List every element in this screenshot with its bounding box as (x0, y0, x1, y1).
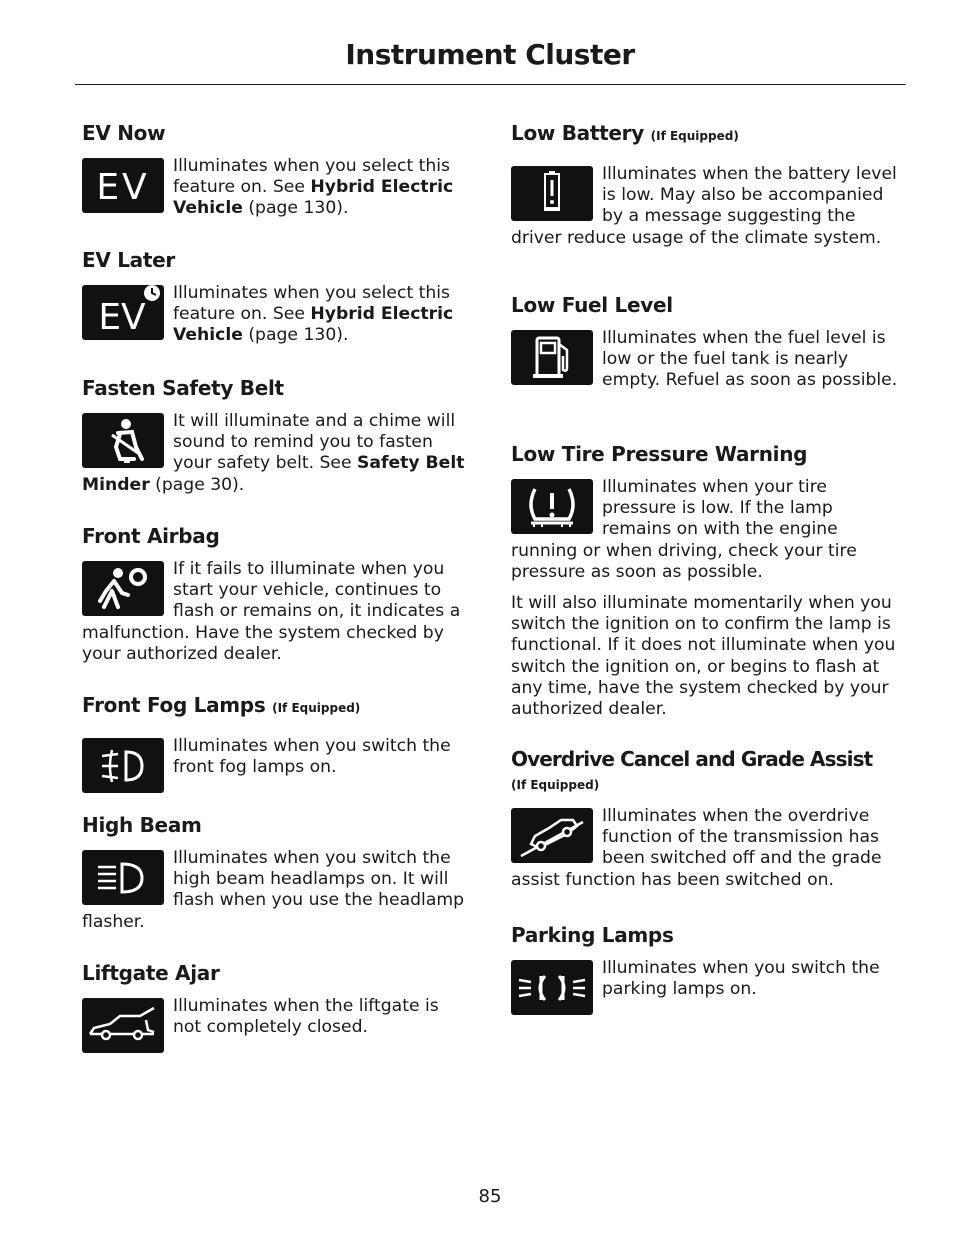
section-high-beam (82, 812, 472, 933)
seatbelt-icon (82, 413, 164, 468)
tire-pressure-icon (511, 479, 593, 534)
section-heading: Front Fog Lamps (If Equipped) (82, 693, 361, 717)
section-front-fog-lamps (82, 692, 472, 795)
section-liftgate-ajar (82, 960, 472, 1055)
section-heading: Overdrive Cancel and Grade Assist (511, 747, 873, 771)
section-heading: Front Airbag (82, 524, 220, 548)
qualifier: (If Equipped) (511, 778, 600, 792)
ev-now-icon (82, 158, 164, 213)
cross-reference-link[interactable]: Hybrid Electric Vehicle (173, 177, 454, 219)
high-beam-icon (82, 850, 164, 905)
section-low-tire-pressure (511, 441, 903, 720)
parking-lamps-icon (511, 960, 593, 1015)
section-body: Illuminates when the liftgate is not completely closed. (82, 996, 472, 1038)
section-parking-lamps (511, 922, 903, 1017)
svg-text:EV: EV (96, 167, 150, 208)
low-battery-icon (511, 166, 593, 221)
section-low-battery (511, 120, 903, 249)
title-divider (75, 84, 906, 85)
liftgate-icon (82, 998, 164, 1053)
section-body: If it fails to illuminate when you start your vehicle, continues to flash or remains on, it indicates a malfunction. Have the system checked by your authorized dealer. (82, 559, 461, 664)
fog-lamp-icon (82, 738, 164, 793)
ev-later-icon (82, 285, 164, 340)
section-body: Illuminates when you switch the parking lamps on. (511, 958, 903, 1000)
section-body: EV Illuminates when you select this feature on. See Hybrid Electric Vehicle (page 130). (82, 156, 472, 220)
airbag-icon (82, 561, 164, 616)
cross-reference-link[interactable]: Safety Belt Minder (82, 453, 465, 495)
overdrive-cancel-icon (511, 808, 593, 863)
page-number: 85 (478, 1186, 502, 1207)
section-low-fuel-level (511, 292, 903, 392)
fuel-pump-icon (511, 330, 593, 385)
page-title: Instrument Cluster (345, 38, 635, 71)
section-front-airbag (82, 523, 472, 665)
section-heading: Liftgate Ajar (82, 961, 220, 985)
section-heading: Low Fuel Level (511, 293, 673, 317)
section-heading: High Beam (82, 813, 202, 837)
section-heading: Low Tire Pressure Warning (511, 442, 808, 466)
section-body: Illuminates when the battery level is low. May also be accompanied by a message suggesting the driver reduce usage of the climate system. (511, 164, 897, 248)
section-heading: EV Later (82, 248, 175, 272)
svg-text:EV: EV (98, 297, 146, 338)
section-heading: Parking Lamps (511, 923, 674, 947)
section-ev-later (82, 247, 472, 347)
section-body: Illuminates when your tire pressure is low. If the lamp remains on with the engine running or when driving, check your tire pressure as soon as possible. (511, 477, 857, 582)
section-heading: EV Now (82, 121, 166, 145)
qualifier: (If Equipped) (650, 129, 739, 143)
section-body: Illuminates when you switch the front fog lamps on. (82, 736, 472, 778)
section-overdrive-cancel (511, 746, 903, 891)
section-body: Illuminates when you switch the high beam headlamps on. It will flash when you use the headlamp flasher. (82, 848, 465, 932)
section-heading: Low Battery (If Equipped) (511, 121, 739, 145)
section-body: EV Illuminates when you select this feature on. See Hybrid Electric Vehicle (page 130). (82, 283, 472, 347)
section-body: Illuminates when the overdrive function of the transmission has been switched off and the grade assist function has been switched on. (511, 806, 882, 890)
cross-reference-link[interactable]: Hybrid Electric Vehicle (173, 304, 454, 346)
qualifier: (If Equipped) (272, 701, 361, 715)
section-body: It will illuminate and a chime will sound to remind you to fasten your safety belt. See Safety Belt Minder (page 30). (82, 411, 465, 495)
section-heading: Fasten Safety Belt (82, 376, 284, 400)
section-fasten-safety-belt (82, 375, 472, 496)
section-body: Illuminates when the fuel level is low or the fuel tank is nearly empty. Refuel as soon as possible. (511, 328, 903, 392)
section-ev-now (82, 120, 472, 220)
section-body-extra: It will also illuminate momentarily when you switch the ignition on to confirm the lamp is functional. If it does not illuminate when you switch the ignition on, or begins to flash at any time, have the system checked by your authorized dealer. (511, 593, 896, 720)
